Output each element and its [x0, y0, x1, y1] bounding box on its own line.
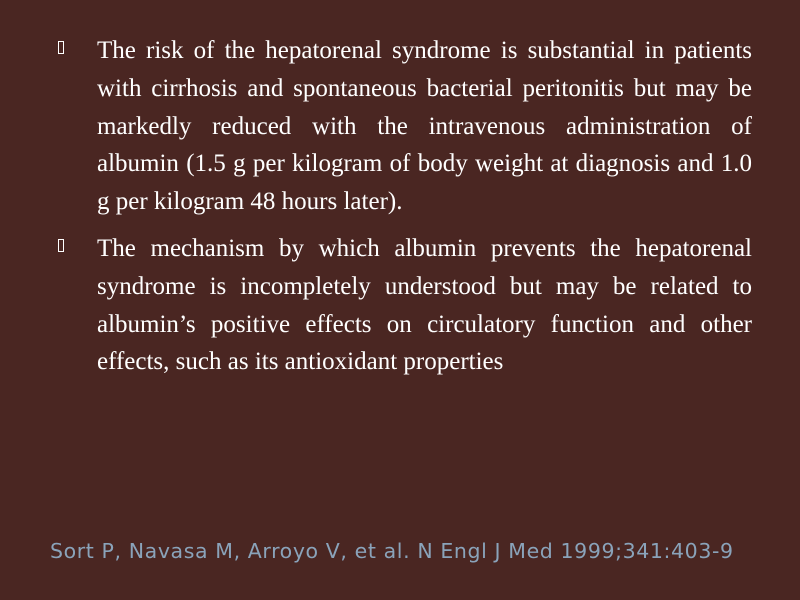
bullet-text: The risk of the hepatorenal syndrome is substantial in patients with cirrhosis and spontaneous bacterial peritonitis but may be markedly reduced with the intravenous administration of albumin (1.5 g per kilogram of body weight at diagnosis and 1.0 g per kilogram 48 hours later).: [97, 37, 752, 216]
bullet-list: [58, 32, 752, 390]
bullet-item-albumin-mechanism: [58, 230, 752, 381]
bullet-item-hepatorenal-risk: [58, 32, 752, 221]
bullet-icon: [58, 239, 64, 252]
citation-reference: Sort P, Navasa M, Arroyo V, et al. N Engl J Med 1999;341:403-9: [50, 539, 734, 563]
bullet-icon: [58, 41, 64, 54]
bullet-text: The mechanism by which albumin prevents the hepatorenal syndrome is incompletely understood but may be related to albumin’s positive effects on circulatory function and other effects, such as its antioxidant properties: [97, 234, 752, 376]
